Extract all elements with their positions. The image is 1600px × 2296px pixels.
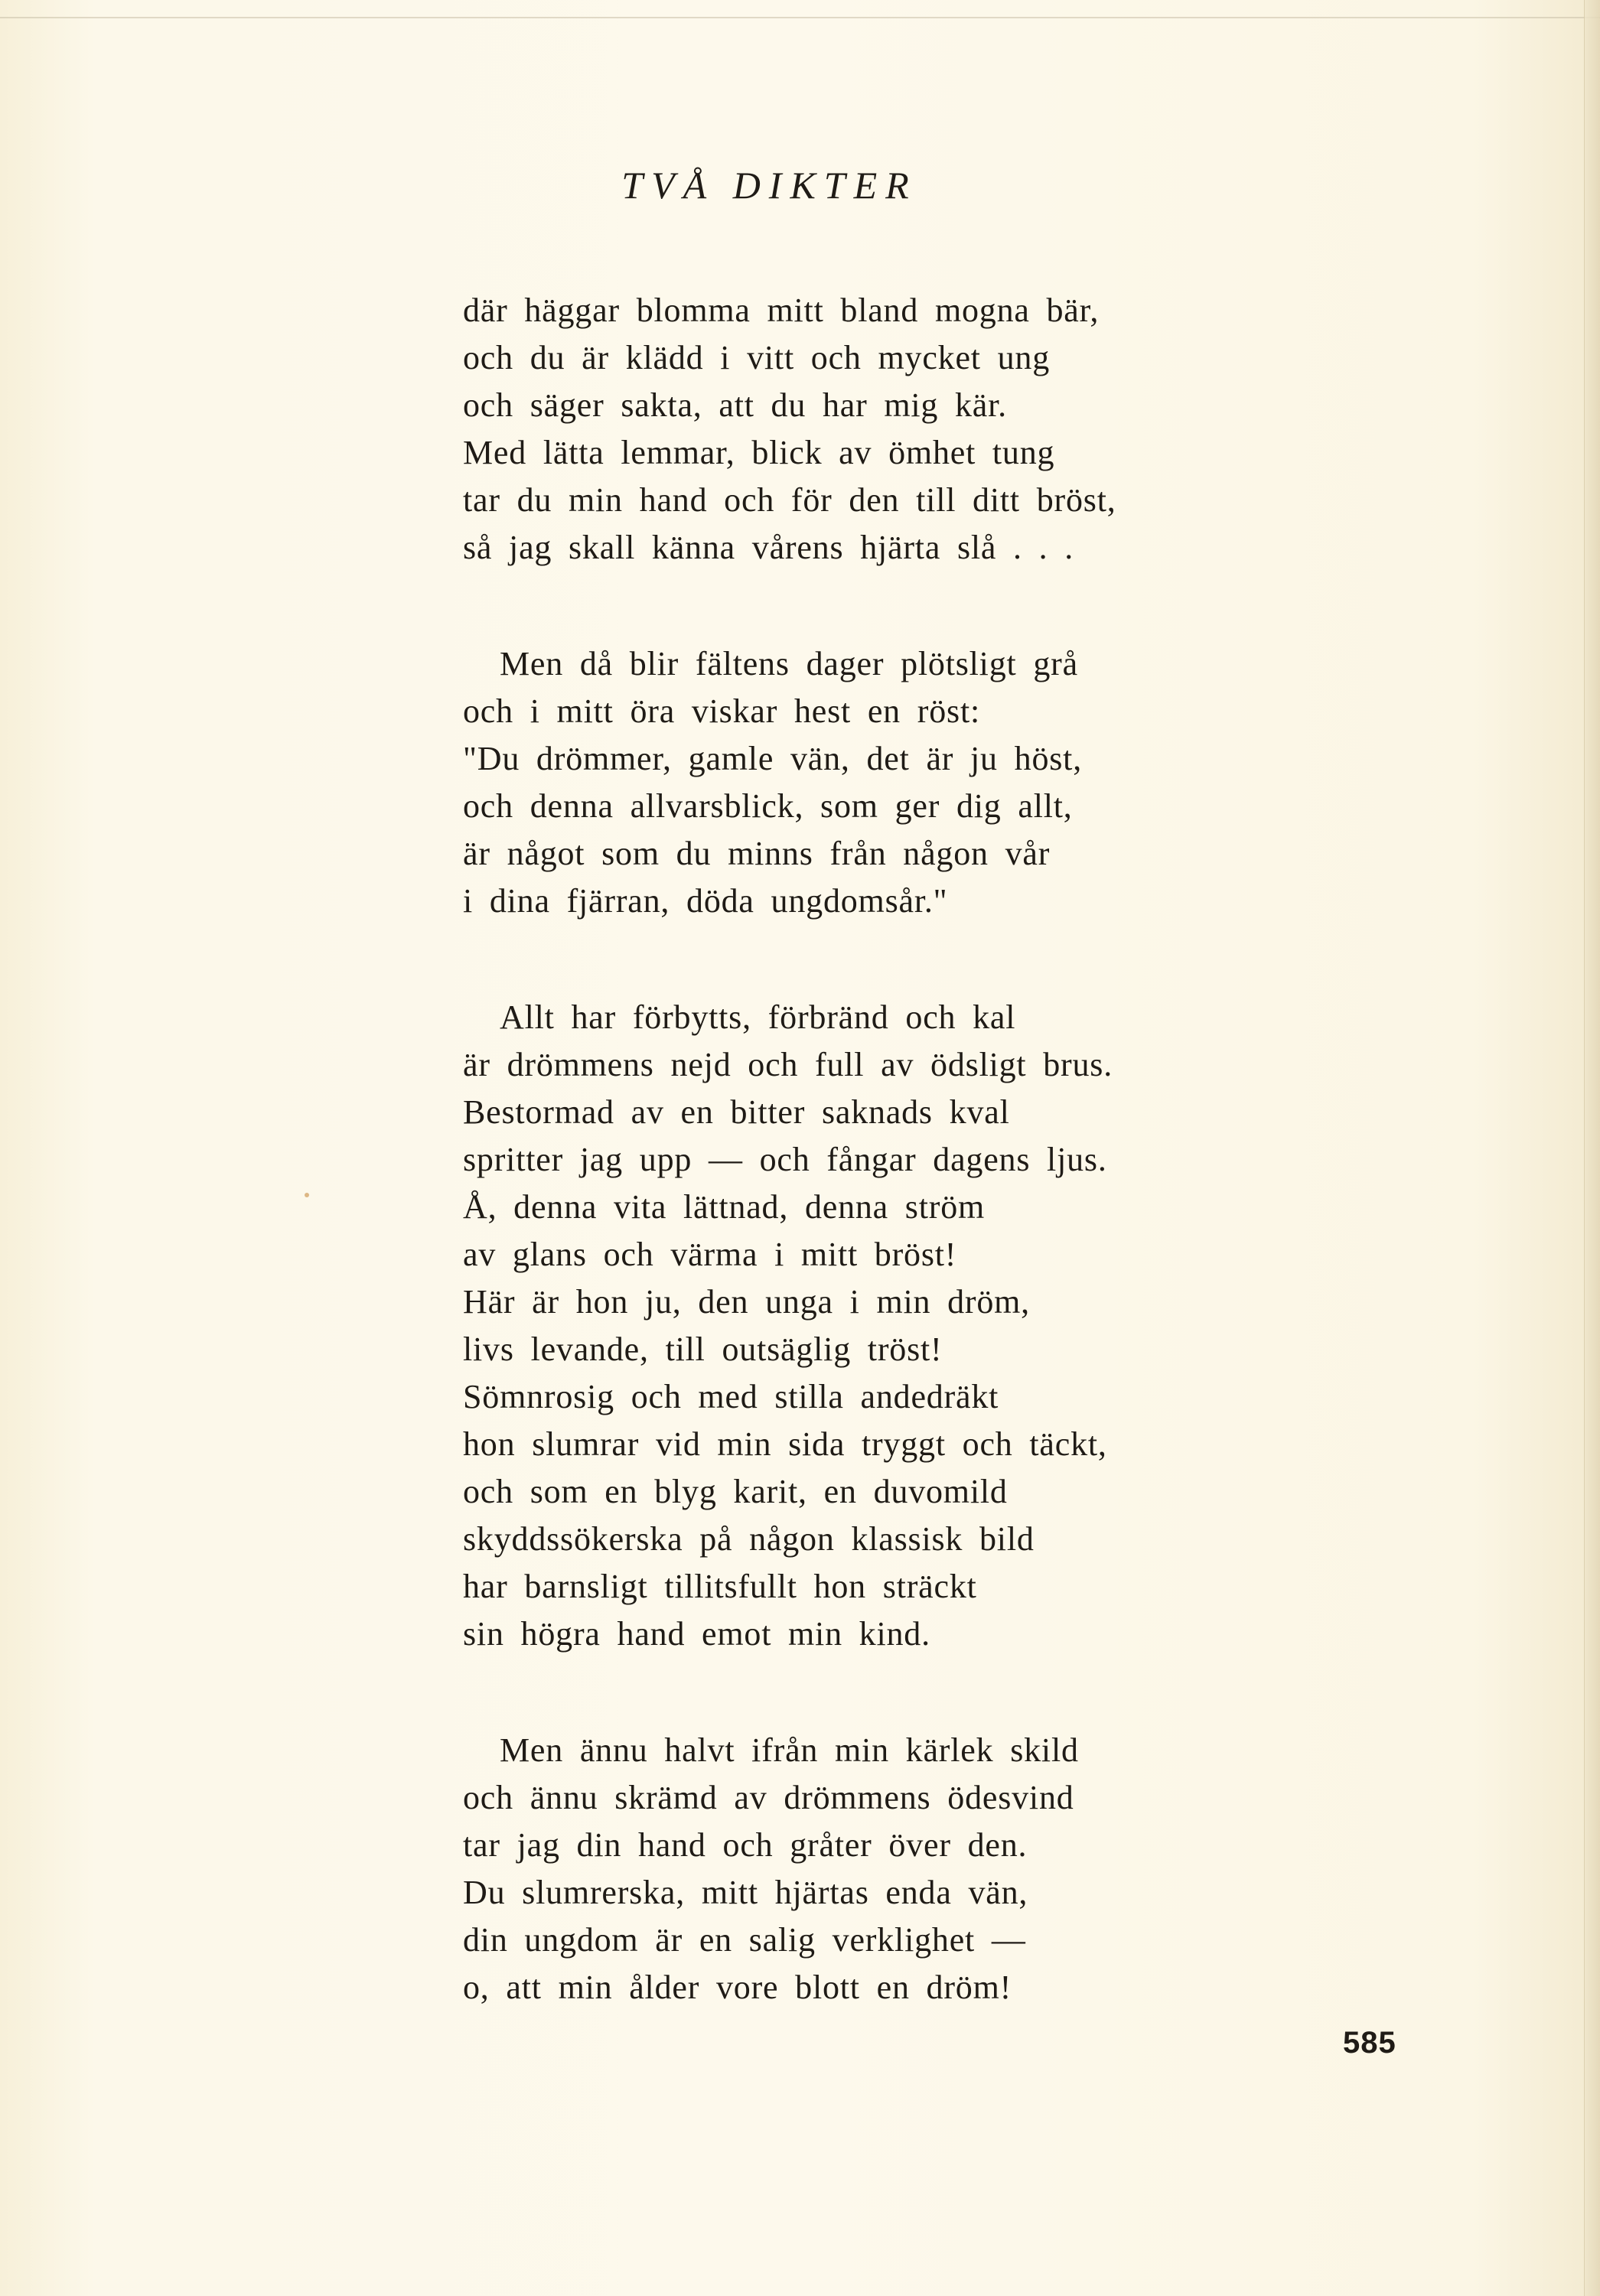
poem-line: Å, denna vita lättnad, denna ström (463, 1188, 986, 1226)
poem-line: Sömnrosig och med stilla andedräkt (463, 1378, 999, 1415)
poem-line: o, att min ålder vore blott en dröm! (463, 1969, 1012, 2006)
poem-line: och säger sakta, att du har mig kär. (463, 386, 1007, 424)
poem-line: skyddssökerska på någon klassisk bild (463, 1520, 1035, 1558)
poem-line: Men då blir fältens dager plötsligt grå (500, 645, 1078, 682)
poem-line: sin högra hand emot min kind. (463, 1615, 930, 1653)
poem-line: livs levande, till outsäglig tröst! (463, 1330, 943, 1368)
poem-line: hon slumrar vid min sida tryggt och täckt, (463, 1425, 1107, 1463)
poem-line: och ännu skrämd av drömmens ödesvind (463, 1779, 1074, 1816)
poem-line: och som en blyg karit, en duvomild (463, 1473, 1008, 1510)
poem-line: av glans och värma i mitt bröst! (463, 1236, 957, 1273)
stanza-3 (463, 994, 1228, 1658)
poem-line: "Du drömmer, gamle vän, det är ju höst, (463, 740, 1083, 777)
poem-line: tar du min hand och för den till ditt bröst, (463, 481, 1116, 519)
stanza-1 (463, 287, 1228, 572)
stanza-2 (463, 640, 1228, 925)
poem-line: Du slumrerska, mitt hjärtas enda vän, (463, 1874, 1028, 1911)
page-number: 585 (1343, 2026, 1396, 2060)
running-title: TVÅ DIKTER (621, 164, 917, 207)
page-right-edge (1584, 0, 1600, 2296)
poem-line: Med lätta lemmar, blick av ömhet tung (463, 434, 1055, 471)
poem-line: Allt har förbytts, förbränd och kal (500, 998, 1016, 1036)
poem-line: spritter jag upp — och fångar dagens ljus. (463, 1141, 1107, 1178)
poem-line: Här är hon ju, den unga i min dröm, (463, 1283, 1030, 1321)
poem-line: så jag skall känna vårens hjärta slå . . . (463, 529, 1074, 566)
poem-line: och denna allvarsblick, som ger dig allt, (463, 787, 1073, 825)
poem-line: Men ännu halvt ifrån min kärlek skild (500, 1731, 1079, 1769)
poem-body (463, 287, 1228, 2011)
poem-line: din ungdom är en salig verklighet — (463, 1921, 1026, 1959)
poem-line: har barnsligt tillitsfullt hon sträckt (463, 1568, 977, 1605)
poem-line: och du är klädd i vitt och mycket ung (463, 339, 1050, 376)
poem-line: i dina fjärran, döda ungdomsår." (463, 882, 948, 920)
poem-line: är drömmens nejd och full av ödsligt brus. (463, 1046, 1113, 1083)
poem-line: där häggar blomma mitt bland mogna bär, (463, 291, 1100, 329)
poem-line: tar jag din hand och gråter över den. (463, 1826, 1028, 1864)
poem-line: Bestormad av en bitter saknads kval (463, 1093, 1010, 1131)
poem-line: och i mitt öra viskar hest en röst: (463, 692, 980, 730)
poem-line: är något som du minns från någon vår (463, 835, 1051, 872)
paper-speck (305, 1193, 309, 1197)
stanza-4 (463, 1727, 1228, 2011)
page-top-edge (0, 0, 1600, 18)
